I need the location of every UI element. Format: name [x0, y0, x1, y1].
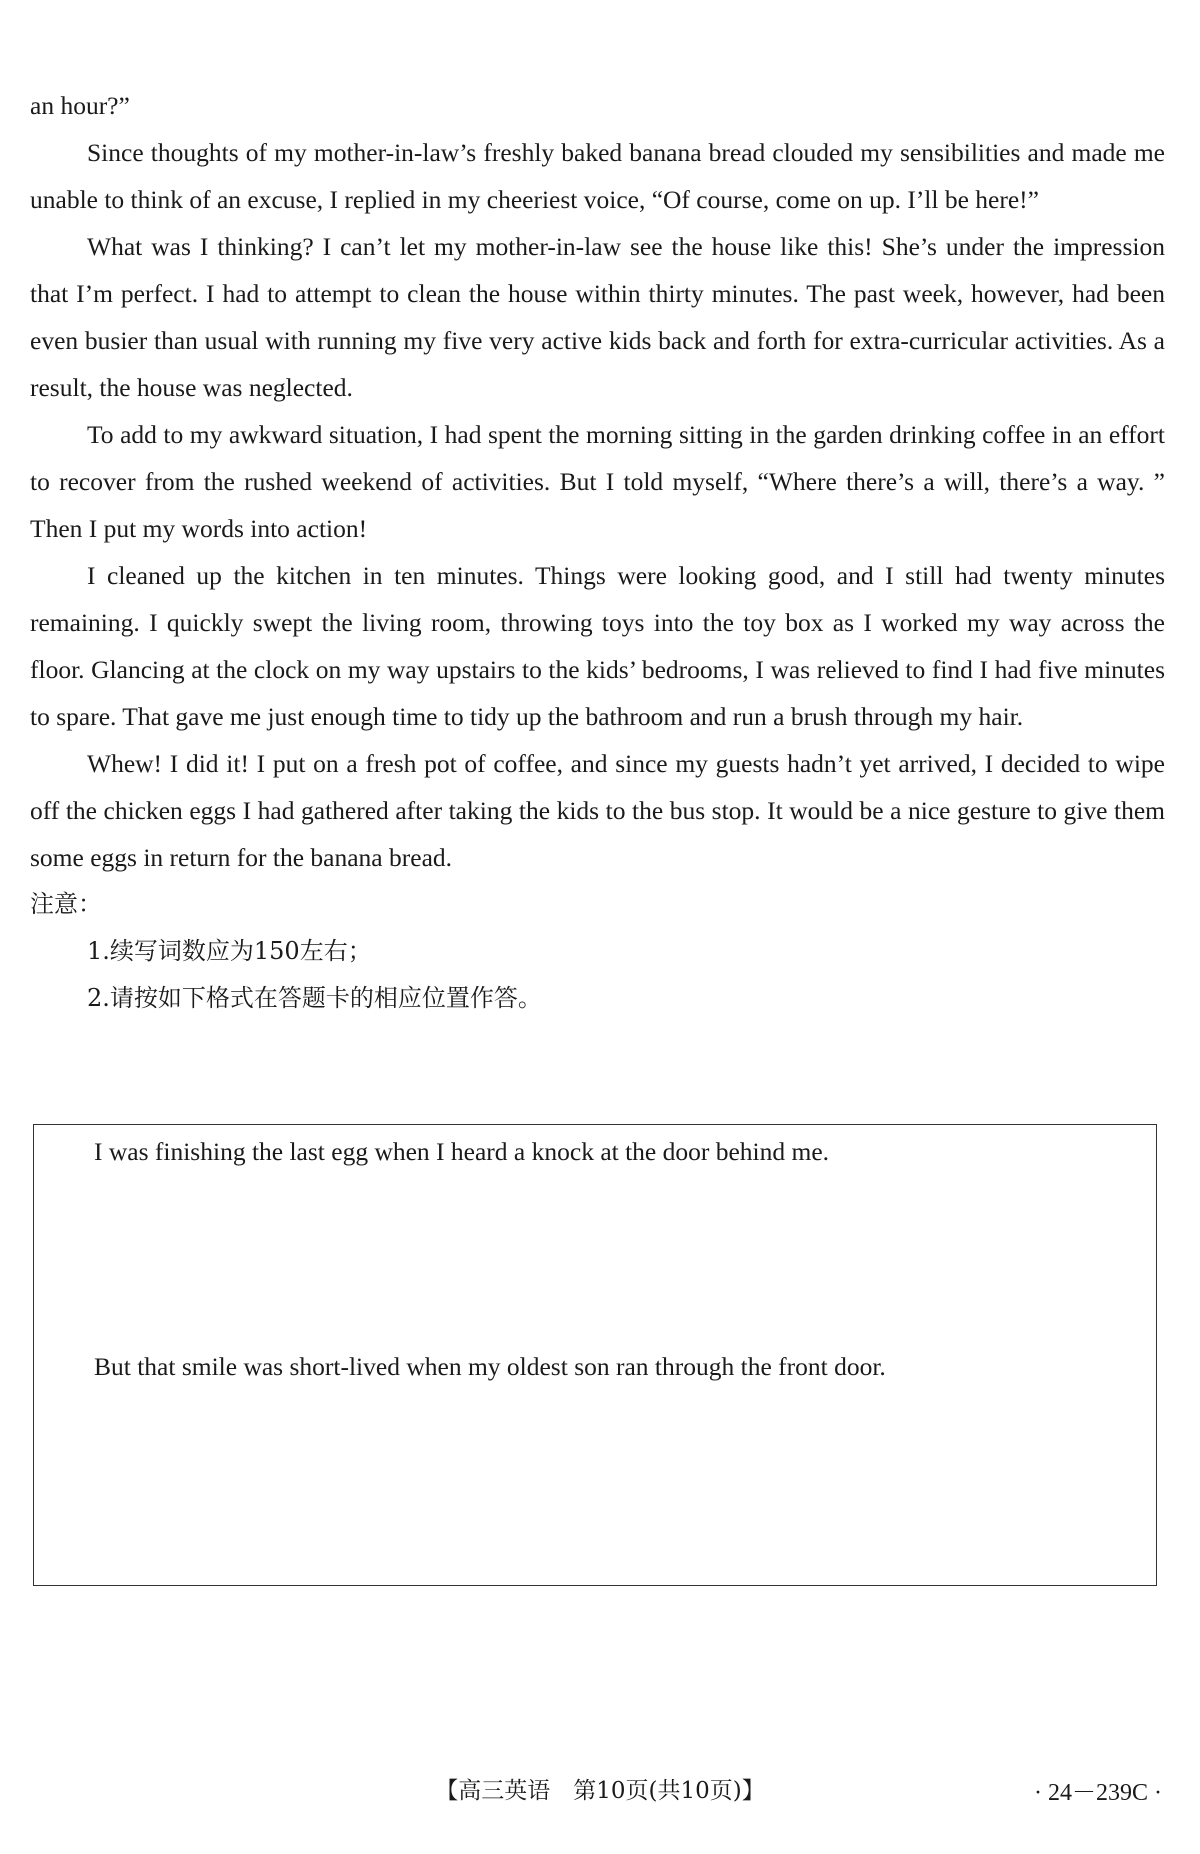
- passage-paragraph-6: Whew! I did it! I put on a fresh pot of coffee, and since my guests hadn’t yet arrived, I decided to wipe off the chicken eggs I had gathered after taking the kids to the bus stop. It would be a nice gesture to give them some eggs in return for the banana bread.: [30, 749, 1165, 872]
- continuation-paragraph-1-start: I was finishing the last egg when I heard a knock at the door behind me.: [94, 1137, 830, 1166]
- note-item-format: 2.请按如下格式在答题卡的相应位置作答。: [87, 984, 542, 1012]
- continuation-paragraph-2-start: But that smile was short-lived when my oldest son ran through the front door.: [94, 1352, 886, 1381]
- notes-title: 注意：: [30, 890, 102, 918]
- passage-paragraph-1: an hour?”: [30, 91, 130, 120]
- passage-paragraph-4: To add to my awkward situation, I had spent the morning sitting in the garden drinking coffee in an effort to recover from the rushed weekend of activities. But I told myself, “Where there’s a will, there’s a way. ” Then I put my words into action!: [30, 420, 1165, 543]
- passage-paragraph-5: I cleaned up the kitchen in ten minutes. Things were looking good, and I still had twenty minutes remaining. I quickly swept the living room, throwing toys into the toy box as I worked my way across the floor. Glancing at the clock on my way upstairs to the kids’ bedrooms, I was relieved to find I had five minutes to spare. That gave me just enough time to tidy up the bathroom and run a brush through my hair.: [30, 561, 1165, 731]
- note-item-word-count: 1.续写词数应为150左右；: [87, 937, 372, 965]
- passage-paragraph-3: What was I thinking? I can’t let my mother-in-law see the house like this! She’s under the impression that I’m perfect. I had to attempt to clean the house within thirty minutes. The past week, however, had been even busier than usual with running my five very active kids back and forth for extra-curricular activities. As a result, the house was neglected.: [30, 232, 1165, 402]
- answer-box: [33, 1124, 1157, 1586]
- page-footer: 【高三英语 第10页(共10页)】: [435, 1778, 765, 1804]
- passage-paragraph-2: Since thoughts of my mother-in-law’s freshly baked banana bread clouded my sensibilities and made me unable to think of an excuse, I replied in my cheeriest voice, “Of course, come on up. I’ll be here!”: [30, 138, 1165, 214]
- reading-passage: [30, 82, 1165, 1022]
- exam-code: · 24－239C ·: [1034, 1780, 1162, 1806]
